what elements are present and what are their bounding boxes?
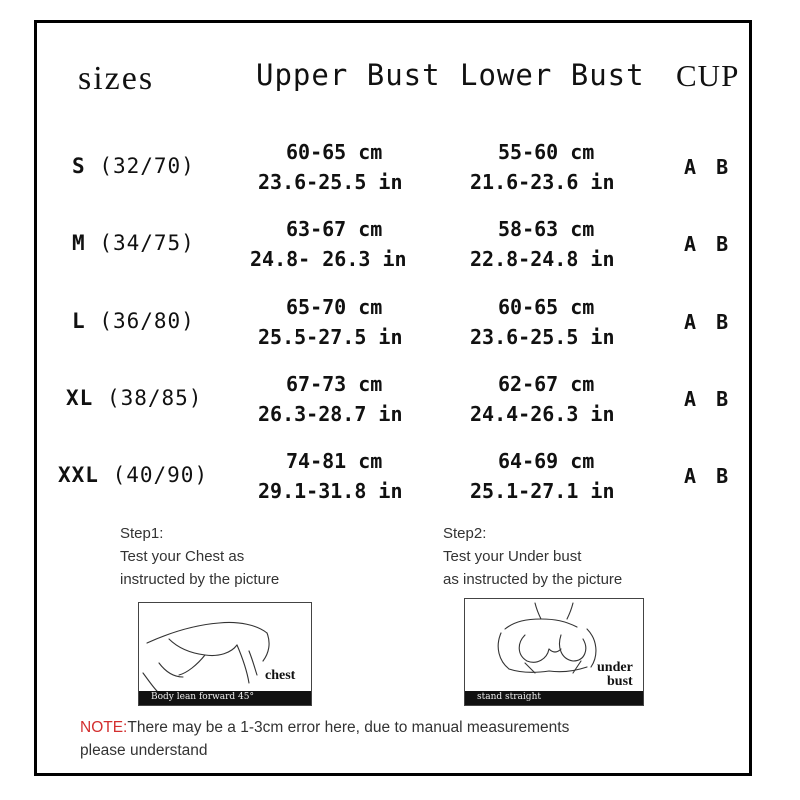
step2-instructions [443, 522, 622, 591]
step1-line2: instructed by the picture [120, 571, 280, 588]
step1-line1: Test your Chest as [120, 548, 245, 565]
underbust-measure-illustration [464, 598, 644, 706]
header-sizes: sizes [78, 60, 155, 97]
header-upper-bust: Upper Bust [256, 58, 441, 92]
size-label: XL (38/85) [66, 386, 203, 410]
size-label: S (32/70) [72, 154, 195, 178]
step1-instructions [120, 522, 279, 591]
step2-title: Step2: [443, 525, 487, 542]
step1-title: Step1: [120, 525, 164, 542]
underbust-caption: stand straight [477, 692, 541, 702]
cup-value: A B [684, 310, 733, 334]
upper-bust-cm: 67-73 cm [286, 372, 383, 396]
cup-value: A B [684, 464, 733, 488]
chest-label: chest [265, 668, 296, 683]
note-text: There may be a 1-3cm error here, due to manual measurements [127, 719, 570, 736]
lower-bust-in: 22.8-24.8 in [470, 247, 615, 271]
chest-caption-bar [139, 691, 311, 705]
step2-line1: Test your Under bust [443, 548, 582, 565]
upper-bust-cm: 60-65 cm [286, 140, 383, 164]
lower-bust-in: 24.4-26.3 in [470, 402, 615, 426]
lower-bust-cm: 55-60 cm [498, 140, 595, 164]
lower-bust-cm: 62-67 cm [498, 372, 595, 396]
upper-bust-cm: 65-70 cm [286, 295, 383, 319]
underbust-figure-sketch [465, 599, 643, 705]
underbust-label-line2: bust [607, 674, 633, 689]
upper-bust-in: 29.1-31.8 in [258, 479, 403, 503]
size-label: L (36/80) [72, 309, 195, 333]
note-prefix: NOTE: [80, 719, 128, 736]
cup-value: A B [684, 387, 733, 411]
lower-bust-in: 23.6-25.5 in [470, 325, 615, 349]
size-row-m [0, 217, 800, 277]
lower-bust-cm: 64-69 cm [498, 449, 595, 473]
size-row-xxl [0, 449, 800, 509]
chest-figure-sketch [139, 603, 311, 705]
upper-bust-in: 25.5-27.5 in [258, 325, 403, 349]
upper-bust-cm: 74-81 cm [286, 449, 383, 473]
upper-bust-cm: 63-67 cm [286, 217, 383, 241]
lower-bust-in: 25.1-27.1 in [470, 479, 615, 503]
size-row-l [0, 295, 800, 355]
underbust-caption-bar [465, 691, 643, 705]
header-lower-bust: Lower Bust [460, 58, 645, 92]
note-line2: please understand [80, 742, 208, 759]
chest-caption: Body lean forward 45° [151, 692, 254, 702]
size-row-s [0, 140, 800, 200]
size-label: XXL (40/90) [58, 463, 209, 487]
chest-measure-illustration [138, 602, 312, 706]
lower-bust-cm: 58-63 cm [498, 217, 595, 241]
upper-bust-in: 24.8- 26.3 in [250, 247, 407, 271]
measurement-note [80, 716, 569, 762]
upper-bust-in: 26.3-28.7 in [258, 402, 403, 426]
step2-line2: as instructed by the picture [443, 571, 623, 588]
header-cup: CUP [676, 58, 740, 93]
cup-value: A B [684, 232, 733, 256]
size-row-xl [0, 372, 800, 432]
upper-bust-in: 23.6-25.5 in [258, 170, 403, 194]
underbust-label-line1: under [597, 660, 633, 675]
underbust-label [597, 661, 633, 689]
lower-bust-in: 21.6-23.6 in [470, 170, 615, 194]
cup-value: A B [684, 155, 733, 179]
lower-bust-cm: 60-65 cm [498, 295, 595, 319]
size-label: M (34/75) [72, 231, 195, 255]
